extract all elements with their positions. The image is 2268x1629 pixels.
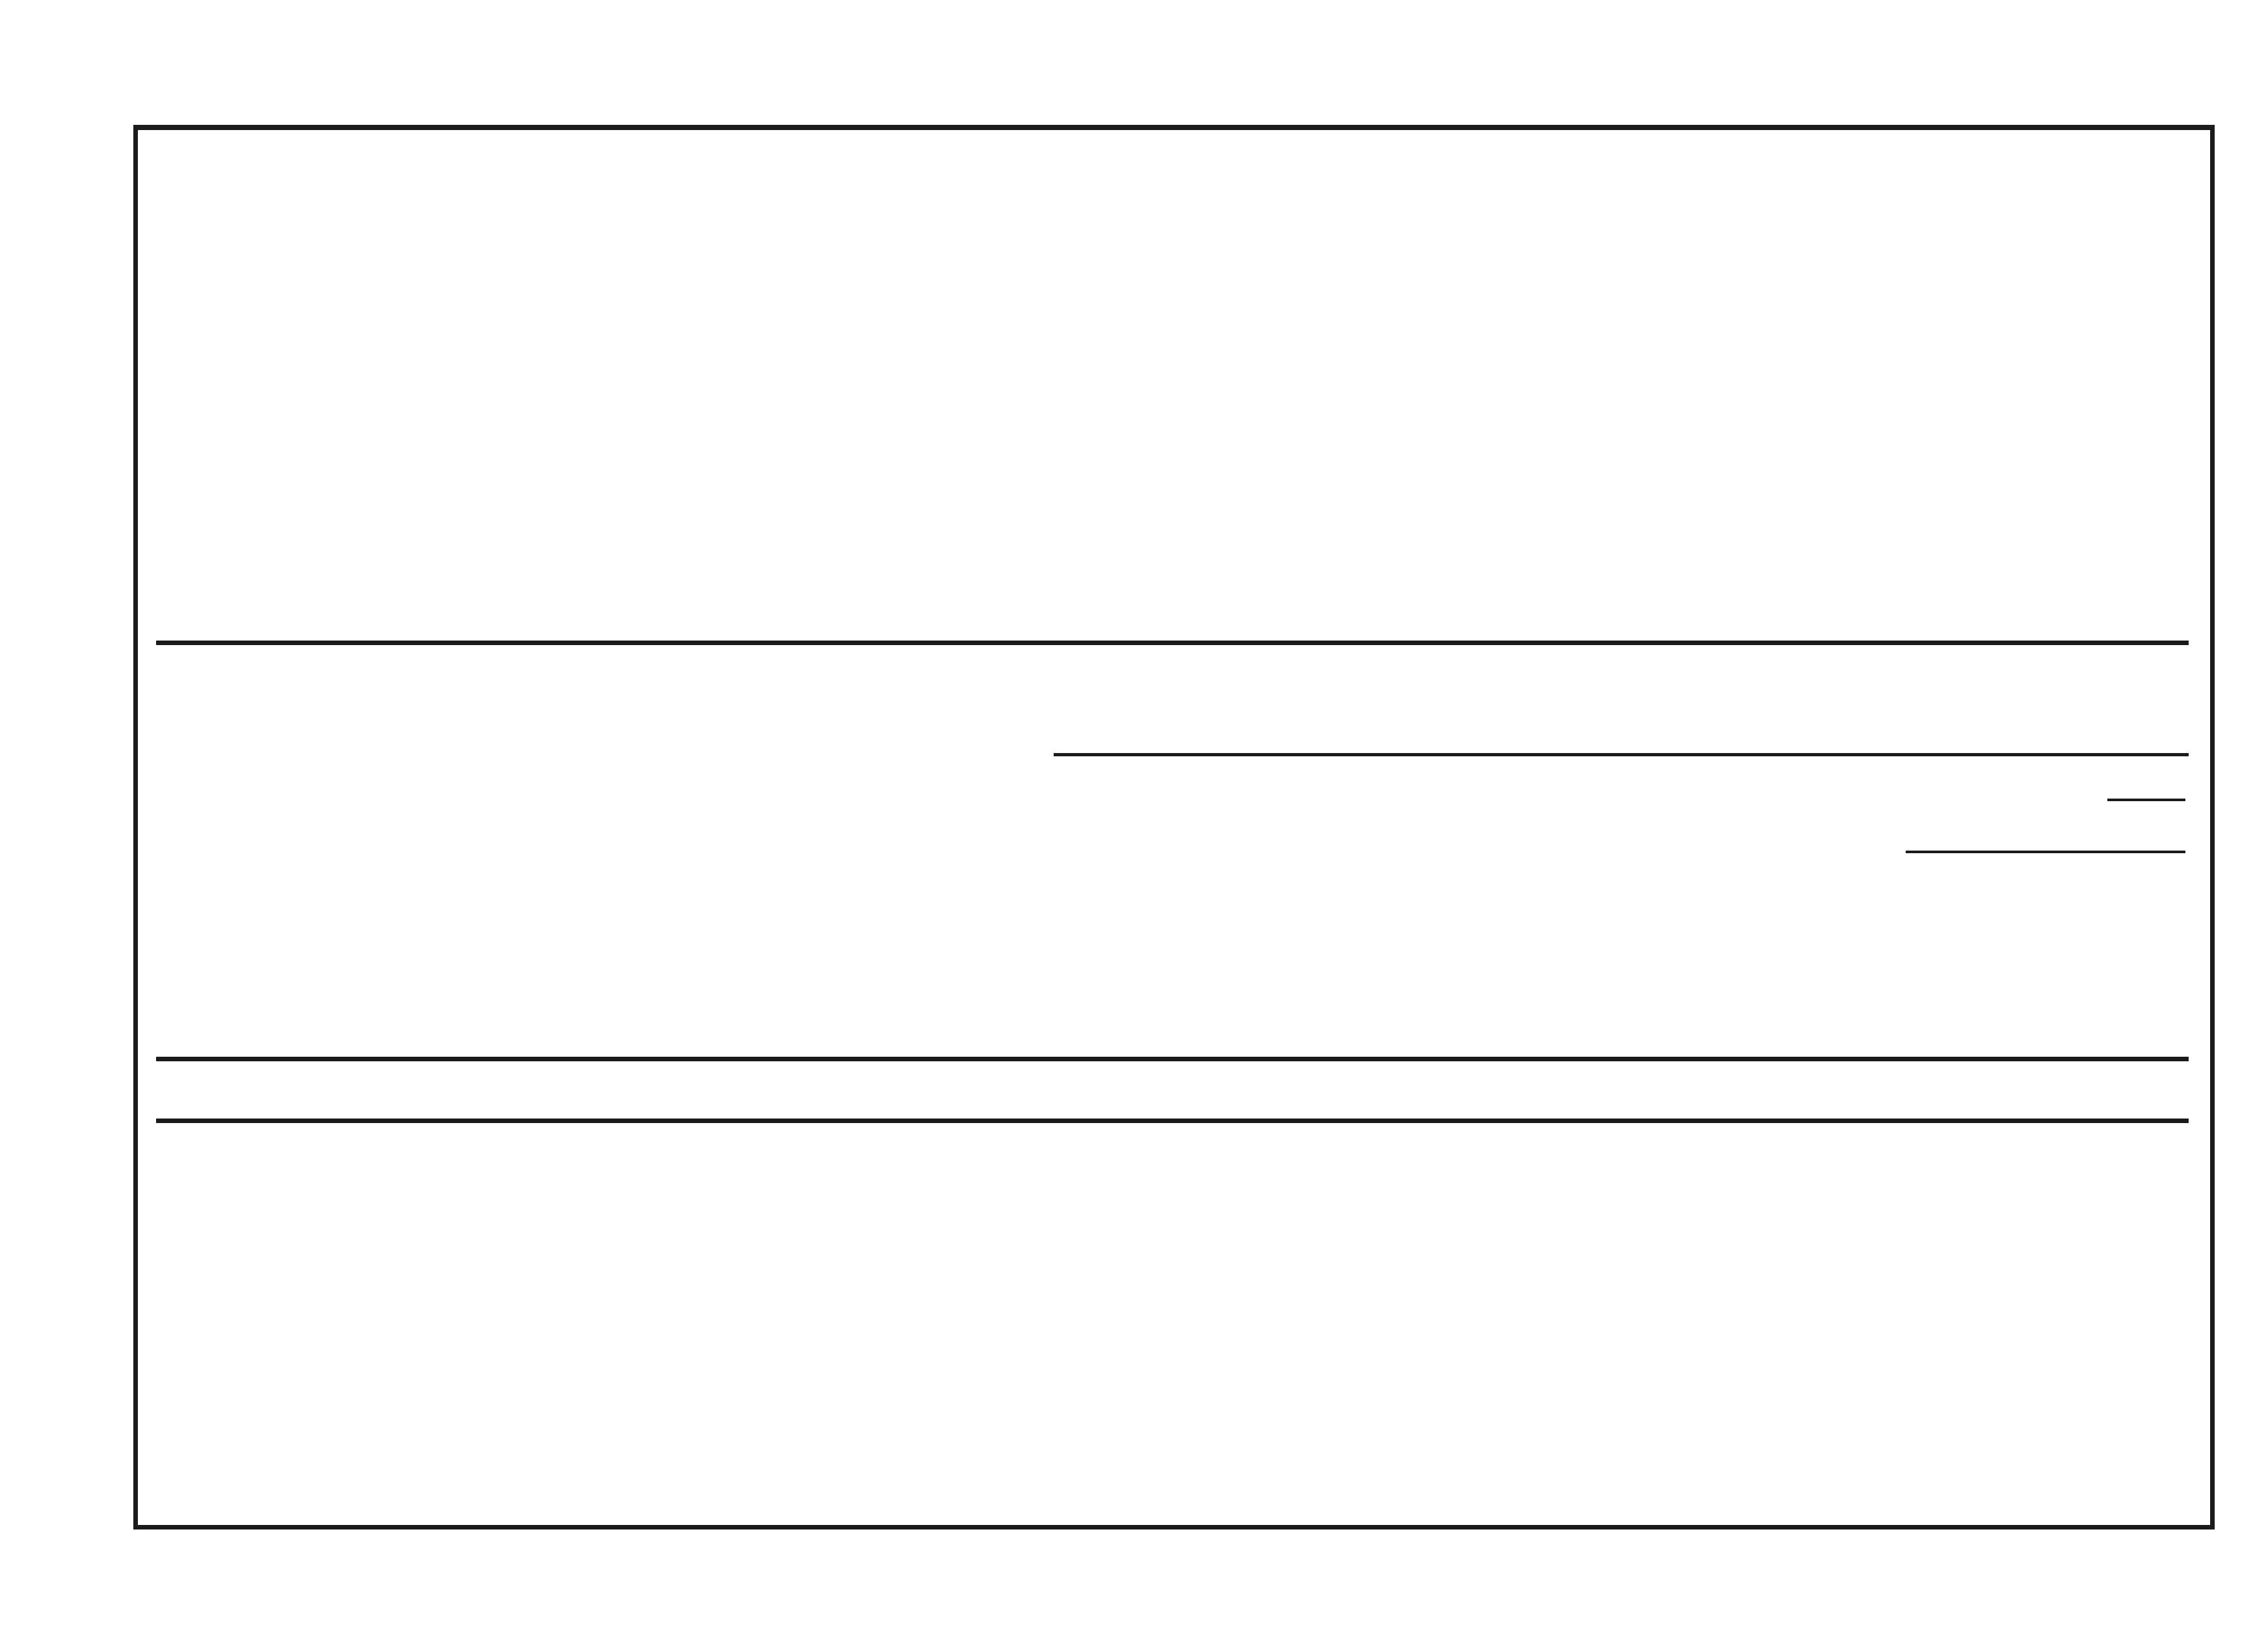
numbers-bottom-rule [156, 1119, 2189, 1123]
subheader-rule [1054, 753, 2189, 756]
header-bottom-rule [156, 1057, 2189, 1061]
table-top-rule [156, 641, 2189, 645]
incl-label-2-underline [1906, 851, 2185, 853]
install2-underline-extension [2107, 799, 2185, 801]
page-frame [133, 125, 2215, 1530]
